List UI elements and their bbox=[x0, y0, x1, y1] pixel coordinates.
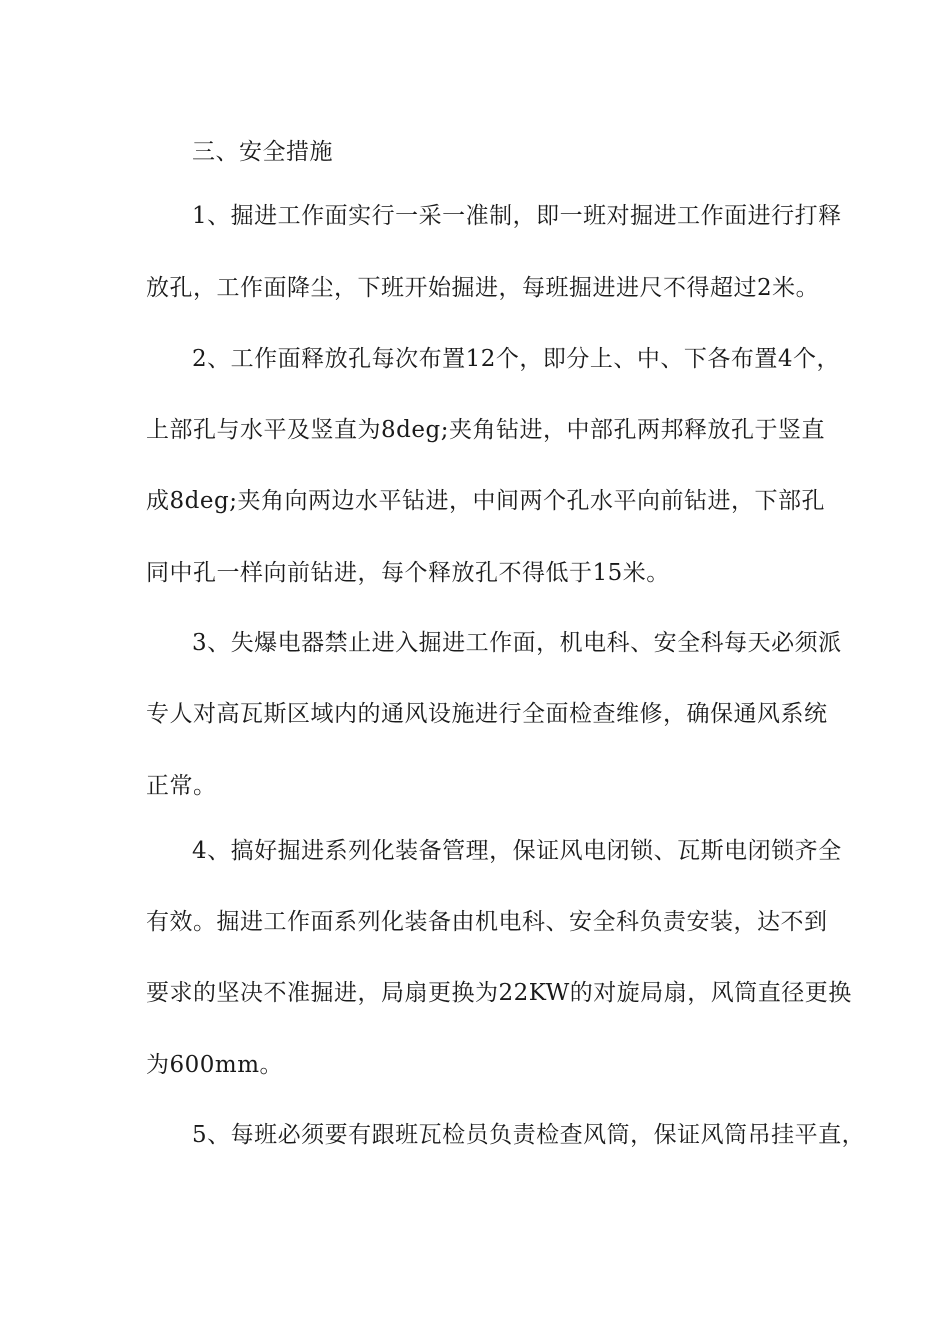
paragraph-5-line-1: 5、每班必须要有跟班瓦检员负责检查风筒，保证风筒吊挂平直， bbox=[192, 1122, 866, 1148]
paragraph-2-line-3: 成8deg;夹角向两边水平钻进，中间两个孔水平向前钻进，下部孔 bbox=[146, 488, 825, 514]
paragraph-3-line-3: 正常。 bbox=[146, 773, 217, 799]
paragraph-2-line-2: 上部孔与水平及竖直为8deg;夹角钻进，中部孔两邦释放孔于竖直 bbox=[146, 417, 825, 443]
paragraph-3-line-2: 专人对高瓦斯区域内的通风设施进行全面检查维修，确保通风系统 bbox=[146, 701, 828, 727]
paragraph-4-line-4: 为600mm。 bbox=[146, 1052, 284, 1078]
paragraph-1-line-2: 放孔，工作面降尘，下班开始掘进，每班掘进进尺不得超过2米。 bbox=[146, 275, 820, 301]
paragraph-4-line-1: 4、搞好掘进系列化装备管理，保证风电闭锁、瓦斯电闭锁齐全 bbox=[192, 838, 842, 864]
section-heading: 三、安全措施 bbox=[192, 139, 333, 165]
paragraph-2-line-1: 2、工作面释放孔每次布置12个，即分上、中、下各布置4个， bbox=[192, 346, 841, 372]
paragraph-3-line-1: 3、失爆电器禁止进入掘进工作面，机电科、安全科每天必须派 bbox=[192, 630, 842, 656]
paragraph-1-line-1: 1、掘进工作面实行一采一准制，即一班对掘进工作面进行打释 bbox=[192, 203, 842, 229]
paragraph-4-line-3: 要求的坚决不准掘进，局扇更换为22KW的对旋局扇，风筒直径更换 bbox=[146, 980, 852, 1006]
paragraph-2-line-4: 同中孔一样向前钻进，每个释放孔不得低于15米。 bbox=[146, 560, 670, 586]
paragraph-4-line-2: 有效。掘进工作面系列化装备由机电科、安全科负责安装，达不到 bbox=[146, 909, 828, 935]
